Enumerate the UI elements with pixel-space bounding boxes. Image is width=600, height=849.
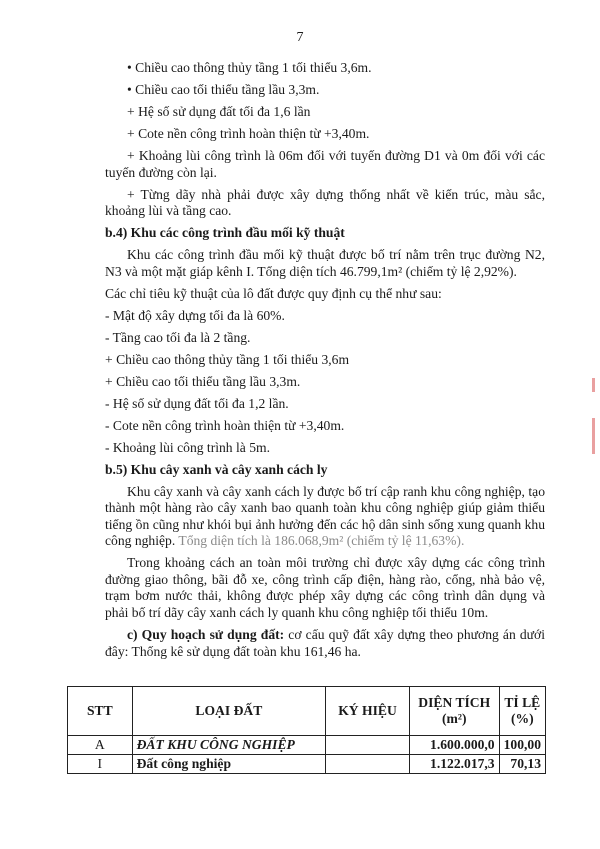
cell-type: ĐẤT KHU CÔNG NGHIỆP — [132, 736, 325, 755]
spec-line: - Mật độ xây dựng tối đa là 60%. — [105, 307, 285, 323]
cell-type: Đất công nghiệp — [132, 755, 325, 774]
cell-code — [326, 755, 410, 774]
spec-line: • Chiều cao tối thiểu tầng lầu 3,3m. — [127, 81, 320, 97]
page-number: 7 — [296, 30, 304, 45]
paragraph: Trong khoảng cách an toàn môi trường chỉ được xây dựng các công trình đường giao thông, bãi đỗ xe, công trình cấp điện, hàng rào, cổng, nhà bảo vệ, trạm bơm nước thải, không được phép xây dựng các công trình dân dụng và phải bố trí dãy cây xanh cách ly quanh khu công nghiệp tối thiểu 10m. — [105, 555, 545, 621]
spec-line: - Hệ số sử dụng đất tối đa 1,2 lần. — [105, 395, 289, 411]
cell-ratio: 70,13 — [499, 755, 545, 774]
col-header: DIỆN TÍCH (m²) — [409, 687, 499, 736]
spec-line: + Chiều cao tối thiểu tầng lầu 3,3m. — [105, 373, 301, 389]
paragraph — [105, 484, 545, 550]
spec-line: + Chiều cao thông thủy tầng 1 tối thiểu 3,6m — [105, 351, 350, 367]
spec-line: + Từng dãy nhà phải được xây dựng thống nhất về kiến trúc, màu sắc, khoảng lùi và tầng cao. — [105, 186, 545, 219]
col-header: LOẠI ĐẤT — [132, 687, 325, 736]
spec-line: + Hệ số sử dụng đất tối đa 1,6 lần — [127, 103, 311, 119]
margin-mark — [592, 378, 595, 392]
paragraph — [105, 627, 545, 660]
col-header: STT — [68, 687, 133, 736]
margin-mark — [592, 418, 595, 454]
spec-line: - Tầng cao tối đa là 2 tầng. — [105, 329, 251, 345]
section-heading-b4: b.4) Khu các công trình đầu mối kỹ thuật — [105, 225, 345, 241]
spec-line: - Khoảng lùi công trình là 5m. — [105, 439, 270, 455]
cell-code — [326, 736, 410, 755]
spec-line: + Khoảng lùi công trình là 06m đối với tuyến đường D1 và 0m đối với các tuyến đường còn lại. — [105, 147, 545, 180]
paragraph: Khu các công trình đầu mối kỹ thuật được bố trí nằm trên trục đường N2, N3 và một mặt giáp kênh I. Tổng diện tích 46.799,1m² (chiếm tỷ lệ 2,92%). — [105, 247, 545, 279]
cell-stt: I — [68, 755, 133, 774]
green-text: Khu cây xanh và cây xanh cách ly được bố trí cập ranh khu công nghiệp, tạo thành một hàng rào cây xanh bao quanh toàn khu công nghiệp giúp giảm thiểu tiếng ồn cũng như khói bụi ảnh hưởng đến các hộ dân sinh sống xung quanh khu công nghiệp. — [105, 483, 545, 549]
cell-stt: A — [68, 736, 133, 755]
spec-line: • Chiều cao thông thủy tầng 1 tối thiểu 3,6m. — [127, 60, 372, 75]
table-row — [68, 755, 546, 774]
section-heading-b5: b.5) Khu cây xanh và cây xanh cách ly — [105, 461, 328, 477]
cell-ratio: 100,00 — [499, 736, 545, 755]
land-use-table — [67, 686, 546, 774]
green-area-text: Tổng diện tích là 186.068,9m² (chiếm tỷ lệ 11,63%). — [175, 533, 465, 549]
body-text — [105, 60, 545, 666]
col-header: KÝ HIỆU — [326, 687, 410, 736]
paragraph: Các chỉ tiêu kỹ thuật của lô đất được quy định cụ thể như sau: — [105, 285, 442, 301]
spec-line: - Cote nền công trình hoàn thiện từ +3,40m. — [105, 417, 345, 433]
table-header-row — [68, 687, 546, 736]
section-heading-c: c) Quy hoạch sử dụng đất: — [127, 627, 285, 643]
cell-area: 1.122.017,3 — [409, 755, 499, 774]
col-header: TỈ LỆ (%) — [499, 687, 545, 736]
table-row — [68, 736, 546, 755]
cell-area: 1.600.000,0 — [409, 736, 499, 755]
spec-line: + Cote nền công trình hoàn thiện từ +3,40m. — [127, 125, 370, 141]
section-c-body: cơ cấu quỹ đất xây dựng theo phương án dưới đây: Thống kê sử dụng đất toàn khu 161,46 ha. — [105, 627, 545, 659]
